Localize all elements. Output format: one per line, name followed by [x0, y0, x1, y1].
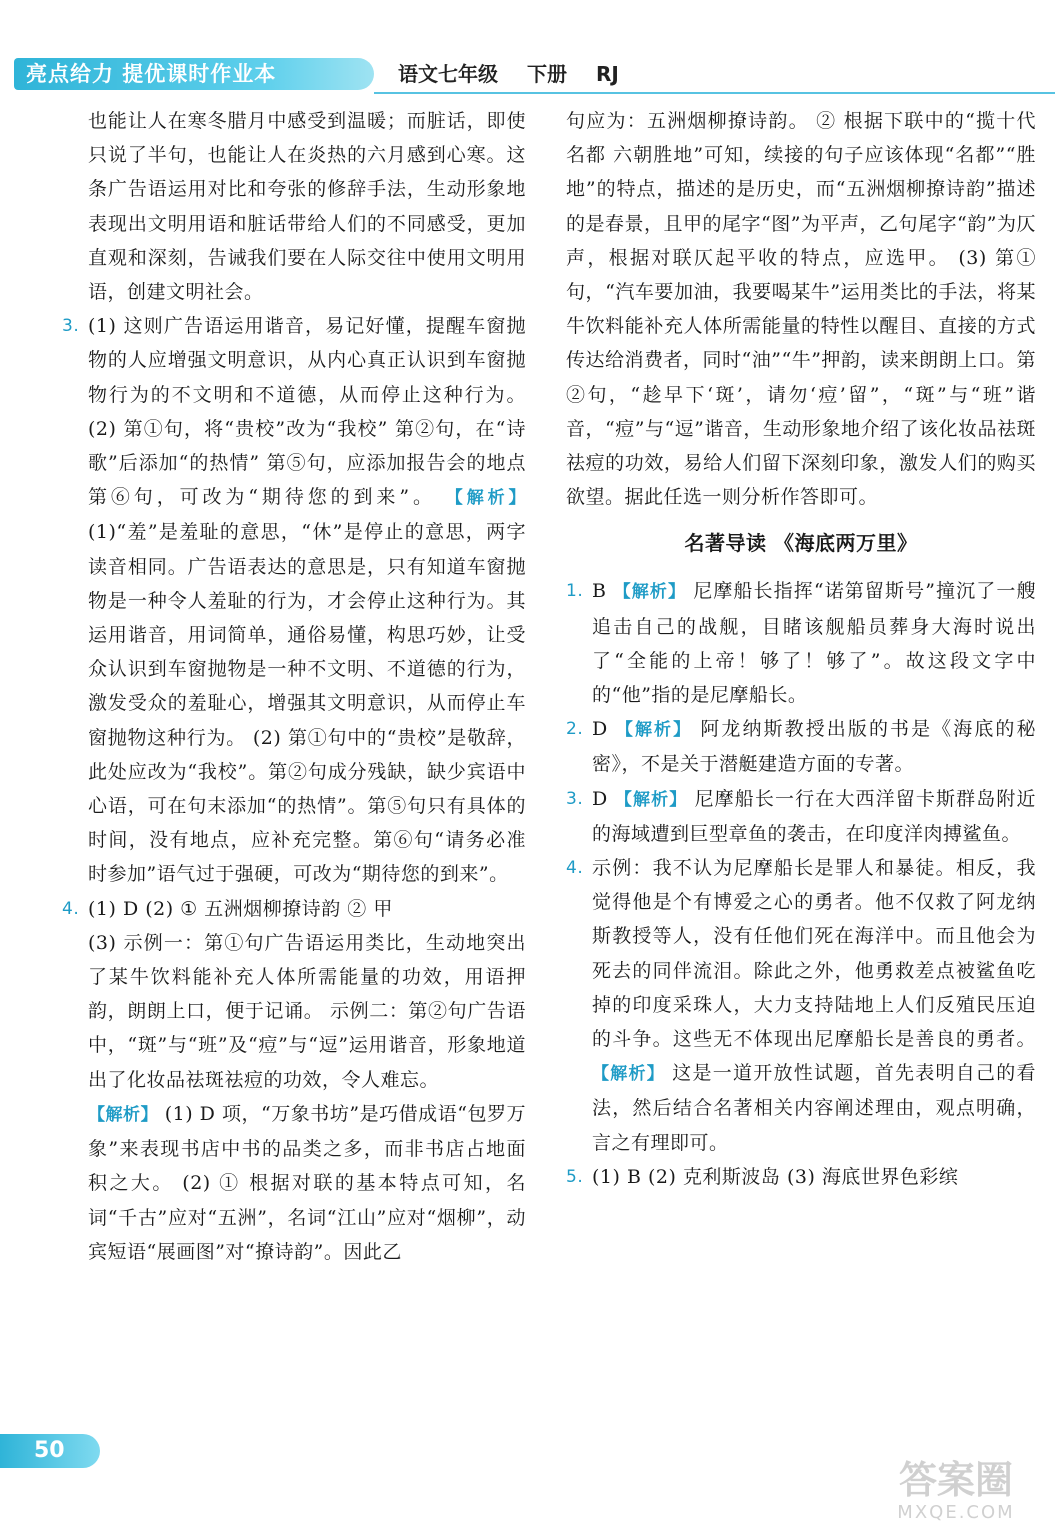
analysis-text: 尼摩船长一行在大西洋留卡斯群岛附近的海域遭到巨型章鱼的袭击，在印度洋肉搏鲨鱼。 — [592, 787, 1036, 845]
novel-question-2 — [566, 712, 1036, 781]
book-series-banner: 亮点给力 提优课时作业本 — [14, 58, 374, 90]
analysis-text: 这是一道开放性试题，首先表明自己的看法，然后结合名著相关内容阐述理由，观点明确，言之有理即可。 — [592, 1062, 1036, 1154]
question-number: 2. — [566, 719, 584, 740]
answer-text: 示例：我不认为尼摩船长是罪人和暴徒。相反，我觉得他是个有博爱之心的勇者。他不仅救了阿龙纳斯教授等人，没有任他们死在海洋中。而且他会为死去的同伴流泪。除此之外，他勇救差点被鲨鱼吃掉的印度采珠人，大力支持陆地上人们反殖民压迫的斗争。这些无不体现出尼摩船长是善良的勇者。 — [592, 857, 1036, 1051]
novel-question-1 — [566, 574, 1036, 712]
answer-example-text: (3) 示例一：第①句广告语运用类比，生动地突出了某牛饮料能补充人体所需能量的功效，用语押韵，朗朗上口，便于记诵。 示例二：第②句广告语中，“斑”与“班”及“痘”与“逗”运用谐音，形象地道出了化妆品祛斑祛痘的功效，令人难忘。 — [88, 931, 526, 1091]
edition-label: RJ — [595, 62, 619, 86]
novel-question-4 — [566, 851, 1036, 1160]
question-number: 3. — [566, 788, 584, 809]
continued-paragraph: 也能让人在寒冬腊月中感受到温暖；而脏话，即使只说了半句，也能让人在炎热的六月感到心寒。这条广告语运用对比和夸张的修辞手法，生动形象地表现出文明用语和脏话带给人们的不同感受，更加直观和深刻，告诫我们要在人际交往中使用文明用语，创建文明社会。 — [88, 110, 526, 304]
answer-choice: B — [592, 580, 607, 603]
analysis-tag: 【解析】 — [88, 1104, 159, 1125]
left-column — [62, 104, 526, 1269]
header-divider — [374, 92, 1055, 94]
answer-choice: D — [592, 718, 608, 741]
site-watermark — [871, 1458, 1041, 1530]
analysis-tag: 【解析】 — [614, 789, 688, 810]
section-title: 名著导读 《海底两万里》 — [684, 531, 918, 556]
question-4 — [62, 892, 526, 1269]
analysis-tag: 【解析】 — [592, 1064, 665, 1085]
answer-text: (1) D (2) ① 五洲烟柳撩诗韵 ② 甲 — [88, 897, 393, 920]
page-number: 50 — [0, 1434, 100, 1468]
question-number: 3. — [62, 316, 80, 337]
analysis-text: (1) D 项，“万象书坊”是巧借成语“包罗万象”来表现书店中书的品类之多，而非书店占地面积之大。 (2) ① 根据对联的基本特点可知，名词“千古”应对“五洲”，名词“江山”应对“烟柳”，动宾短语“展画图”对“撩诗韵”。因此乙 — [88, 1102, 527, 1263]
subject-grade: 语文七年级 — [398, 62, 498, 86]
novel-question-5 — [566, 1160, 1036, 1194]
question-3 — [62, 309, 526, 891]
analysis-tag: 【解析】 — [445, 488, 526, 509]
watermark-url: MXQE.COM — [897, 1502, 1015, 1523]
right-column — [566, 104, 1036, 1194]
volume-label: 下册 — [526, 62, 567, 86]
page-header — [0, 0, 1055, 96]
novel-question-3 — [566, 782, 1036, 851]
answer-text: (1) 这则广告语运用谐音，易记好懂，提醒车窗抛物的人应增强文明意识，从内心真正认识到车窗抛物行为的不文明和不道德，从而停止这种行为。 (2) 第①句，将“贵校”改为“我校” 第②句，在“诗歌”后添加“的热情” 第⑤句，应添加报告会的地点 第⑥句，可改为“期待您的到来”。 — [88, 315, 526, 509]
question-number: 4. — [62, 898, 80, 919]
watermark-logo: 答案圈 — [898, 1458, 1013, 1502]
analysis-tag: 【解析】 — [613, 582, 687, 603]
question-number: 5. — [566, 1166, 584, 1187]
analysis-tag: 【解析】 — [615, 720, 693, 741]
question-number: 1. — [566, 581, 584, 602]
analysis-text: 尼摩船长指挥“诺第留斯号”撞沉了一艘追击自己的战舰，目睹该舰船员葬身大海时说出了“全能的上帝！够了！够了”。故这段文字中的“他”指的是尼摩船长。 — [592, 580, 1036, 707]
analysis-text: (1)“羞”是羞耻的意思，“休”是停止的意思，两字读音相同。广告语表达的意思是，只有知道车窗抛物是一种令人羞耻的行为，才会停止这种行为。其运用谐音，用词简单，通俗易懂，构思巧妙，让受众认识到车窗抛物是一种不文明、不道德的行为，激发受众的羞耻心，增强其文明意识，从而停止车窗抛物这种行为。 (2) 第①句中的“贵校”是敬辞，此处应改为“我校”。第②句成分残缺，缺少宾语中心语，可在句末添加“的热情”。第⑤句只有具体的时间，没有地点，应补充完整。第⑥句“请务必准时参加”语气过于强硬，可改为“期待您的到来”。 — [88, 521, 526, 886]
continued-analysis: 句应为：五洲烟柳撩诗韵。 ② 根据下联中的“揽十代名都 六朝胜地”可知，续接的句子应该体现“名都”“胜地”的特点，描述的是历史，而“五洲烟柳撩诗韵”描述的是春景，且甲的尾字“图”为平声，乙句尾字“韵”为仄声，根据对联仄起平收的特点，应选甲。 (3) 第①句，“汽车要加油，我要喝某牛”运用类比的手法，将某牛饮料能补充人体所需能量的特性以醒目、直接的方式传达给消费者，同时“油”“牛”押韵，读来朗朗上口。第②句，“趁早下‘斑’，请勿‘痘’留”，“斑”与“班”谐音，“痘”与“逗”谐音，生动形象地介绍了该化妆品祛斑祛痘的功效，易给人们留下深刻印象，激发人们的购买欲望。据此任选一则分析作答即可。 — [566, 110, 1036, 509]
analysis-text: 阿龙纳斯教授出版的书是《海底的秘密》，不是关于潜艇建造方面的专著。 — [592, 718, 1036, 776]
answer-choice: D — [592, 787, 608, 810]
book-subject-line — [398, 58, 641, 90]
answer-text: (1) B (2) 克利斯波岛 (3) 海底世界色彩缤 — [592, 1165, 959, 1188]
question-number: 4. — [566, 858, 584, 879]
